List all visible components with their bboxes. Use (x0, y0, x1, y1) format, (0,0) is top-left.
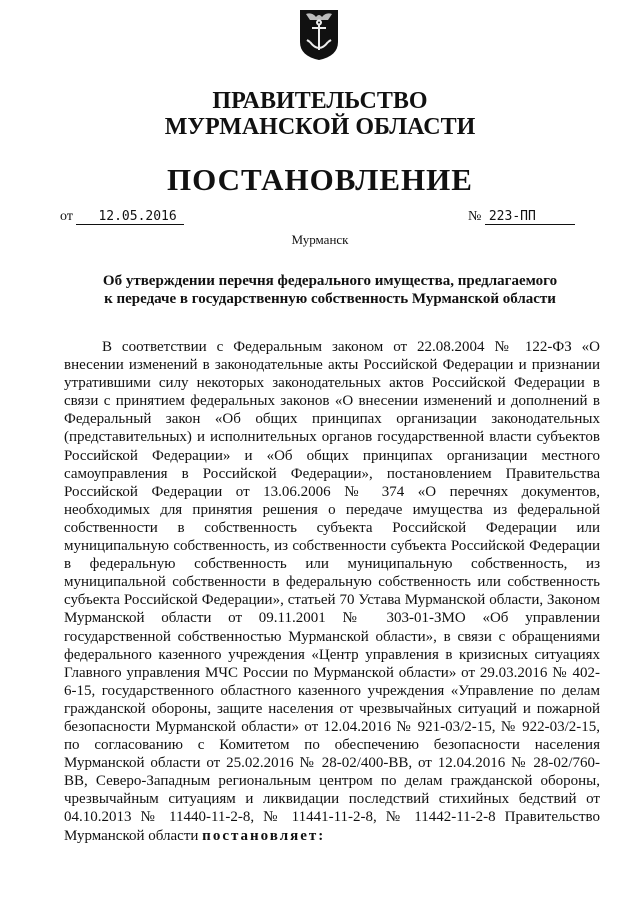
government-name-line2: МУРМАНСКОЙ ОБЛАСТИ (164, 114, 476, 140)
subject-line1: Об утверждении перечня федерального имущества, предлагаемого (102, 273, 558, 289)
document-number: 223-ПП (485, 209, 575, 225)
number-prefix: № (468, 209, 482, 224)
coat-of-arms-icon (298, 8, 340, 62)
body-paragraph-text: В соответствии с Федеральным законом от 22.08.2004 № 122-ФЗ «О внесении изменений в законодательные акты Российской Федерации и признании утратившими силу некоторых законодательных актов Российской Федерации в связи с принятием федеральных законов «О внесении изменений и дополнений в Федеральный закон «Об общих принципах организации законодательных (представительных) и исполнительных органов государственной власти субъектов Российской Федерации» и «Об общих принципах организации местного самоуправления в Российской Федерации», постановлением Правительства Российской Федерации от 13.06.2006 № 374 «О перечнях документов, необходимых для принятия решения о передаче имущества из федеральной собственности в собственность субъекта Российской Федерации или муниципальную собственность, из собственности субъекта Российской Федерации в федеральную собственность или муниципальную собственность, из муниципальной собственности в федеральную собственность или собственность субъекта Российской Федерации», статьей 70 Устава Мурманской области, Законом Мурманской области от 09.11.2001 № 303-01-ЗМО «Об управлении государственной собственностью Мурманской области», в связи с обращениями федерального казенного учреждения «Центр управления в кризисных ситуациях Главного управления МЧС России по Мурманской области» от 29.03.2016 № 402-6-15, государственного областного казенного учреждения «Управление по делам гражданской обороны, защите населения от чрезвычайных ситуаций и пожарной безопасности Мурманской области» от 12.04.2016 № 921-03/2-15, № 922-03/2-15, по согласованию с Комитетом по обеспечению безопасности населения Мурманской области от 25.02.2016 № 28-02/400-ВВ, от 12.04.2016 № 28-02/760-ВВ, Северо-Западным региональным центром по делам гражданской обороны, чрезвычайным ситуациям и ликвидации последствий стихийных бедствий от 04.10.2013 № 11440-11-2-8, № 11441-11-2-8, № 11442-11-2-8 Правительство Мурманской области (64, 339, 600, 844)
decree-word: постановляет: (202, 827, 326, 844)
document-city: Мурманск (291, 232, 349, 247)
document-number-field (468, 209, 575, 225)
date-prefix: от (60, 209, 73, 224)
document-date: 12.05.2016 (76, 209, 184, 225)
subject-line2: к передаче в государственную собственность Мурманской области (104, 291, 556, 307)
government-name-line1: ПРАВИТЕЛЬСТВО (212, 88, 428, 114)
document-date-field (60, 209, 184, 225)
document-type-title: ПОСТАНОВЛЕНИЕ (167, 162, 473, 197)
body-paragraph (64, 338, 600, 845)
